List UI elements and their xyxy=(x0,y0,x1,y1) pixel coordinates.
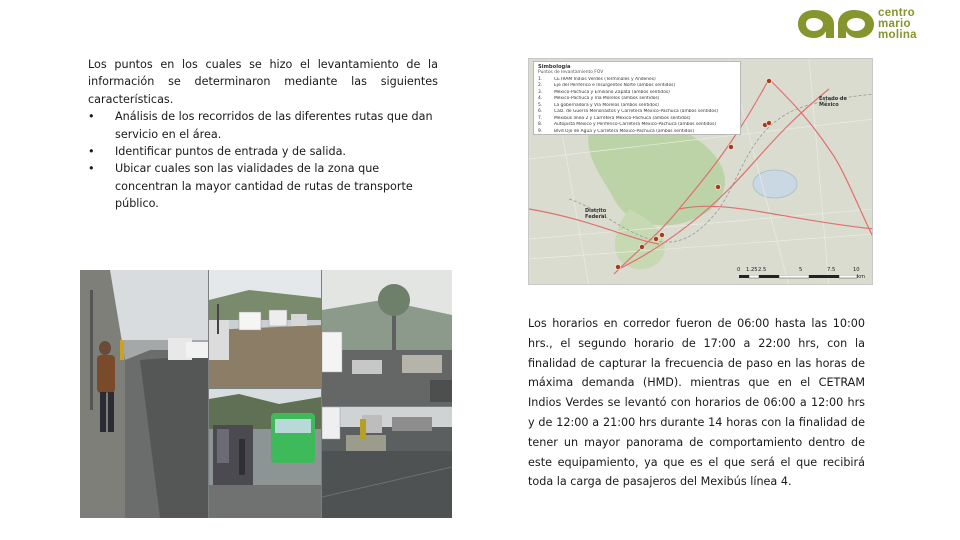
photo-collage xyxy=(80,270,452,518)
schedule-paragraph: Los horarios en corredor fueron de 06:00 hasta las 10:00 hrs., el segundo horario de 17:00 a 22:00 hrs, con la finalidad de capturar la frecuencia de paso en las horas de máxima demanda (HMD). mientras que en el CETRAM Indios Verdes se levantó con horarios de 06:00 a 12:00 hrs y de 12:00 a 21:00 hrs durante 14 horas con la finalidad de tener un mayor panorama de comportamiento dentro de este equipamiento, ya que es el que será el que recibirá toda la carga de pasajeros del Mexibús línea 4. xyxy=(528,317,865,489)
scale-tick-4: 7.5 xyxy=(827,267,836,273)
bus-station-photo xyxy=(209,270,321,388)
legend-title: Simbología xyxy=(538,64,571,70)
criteria-item-1: • Análisis de los recorridos de las diferentes rutas que dan servicio en el área. xyxy=(88,108,438,143)
legend-item-label: Autopista México y Periférico-Carretera México-Pachuca (ambos sentidos) xyxy=(554,122,717,127)
legend-item-number: 7. xyxy=(538,115,543,121)
legend-item-label: México-Pachuca y Emiliano Zapata (ambos sentidos) xyxy=(554,89,670,95)
label-estado-de-mexico: Estado de México xyxy=(819,96,847,108)
legend-item-number: 4. xyxy=(538,96,543,101)
logo-line-3: molina xyxy=(878,29,917,41)
bus-road-photo xyxy=(209,389,321,518)
label-distrito-federal: Distrito Federal xyxy=(585,208,607,220)
legend-item-label: Blvd Ojo de Agua y Carretera México-Pachuca (ambos sentidos) xyxy=(554,128,695,134)
intro-paragraph: Los puntos en los cuales se hizo el levantamiento de la información se determinaron mediante las siguientes características. xyxy=(88,58,438,106)
logo-line-1: centro xyxy=(878,7,915,19)
centro-mario-molina-logo xyxy=(796,6,946,42)
legend-item-number: 8. xyxy=(538,122,543,127)
legend-item-number: 6. xyxy=(538,109,543,114)
legend-item-label: Eje del Periférico e Insurgentes Norte (ambos sentidos) xyxy=(554,83,676,88)
map-scale-bar xyxy=(739,267,865,281)
legend-item-label: México-Pachuca y Vía Morelos (ambos sentidos) xyxy=(554,96,660,101)
parked-buses-photo xyxy=(322,270,452,406)
scale-tick-1: 1.25 xyxy=(746,267,758,273)
survey-points-map xyxy=(528,58,873,285)
intro-text-block xyxy=(88,56,438,213)
legend-item-number: 2. xyxy=(538,83,543,88)
legend-item-label: Mexibús línea 2 y Carretera México-Pachuca (ambos sentidos) xyxy=(554,115,691,121)
legend-item-label: Calz. de Guerra Menonastos y Carretera México-Pachuca (ambos sentidos) xyxy=(554,109,719,114)
legend-subtitle: Puntos de levantamiento FOV xyxy=(538,70,604,75)
scale-tick-5: 10 xyxy=(853,267,860,273)
logo-line-2: mario xyxy=(878,18,911,30)
street-photo xyxy=(80,270,208,518)
legend-item-label: La gobernadora y Vía Morelos (ambos sentidos) xyxy=(554,102,659,108)
criteria-item-2: • Identificar puntos de entrada y de salida. xyxy=(88,143,438,160)
legend-item-number: 3. xyxy=(538,89,543,95)
legend-item-label: CETRAM Indios Verdes (Terminales y Andenes) xyxy=(554,76,656,82)
legend-item-number: 5. xyxy=(538,102,543,108)
map-legend xyxy=(533,61,741,135)
legend-item-number: 9. xyxy=(538,128,543,134)
scale-tick-3: 5 xyxy=(799,267,803,273)
scale-tick-2: 2.5 xyxy=(758,267,767,273)
legend-item xyxy=(538,129,736,136)
scale-unit: km xyxy=(857,274,866,280)
legend-item-number: 1. xyxy=(538,76,543,82)
scale-bar-graphic xyxy=(739,275,865,281)
passengers-photo xyxy=(322,407,452,518)
criteria-list xyxy=(88,108,438,212)
logo-mark-icon xyxy=(796,6,876,42)
criteria-item-3: • Ubicar cuales son las vialidades de la zona que concentran la mayor cantidad de rutas de transporte público. xyxy=(88,160,438,212)
legend-list xyxy=(538,77,736,136)
scale-tick-0: 0 xyxy=(737,267,741,273)
logo-text xyxy=(878,8,917,41)
